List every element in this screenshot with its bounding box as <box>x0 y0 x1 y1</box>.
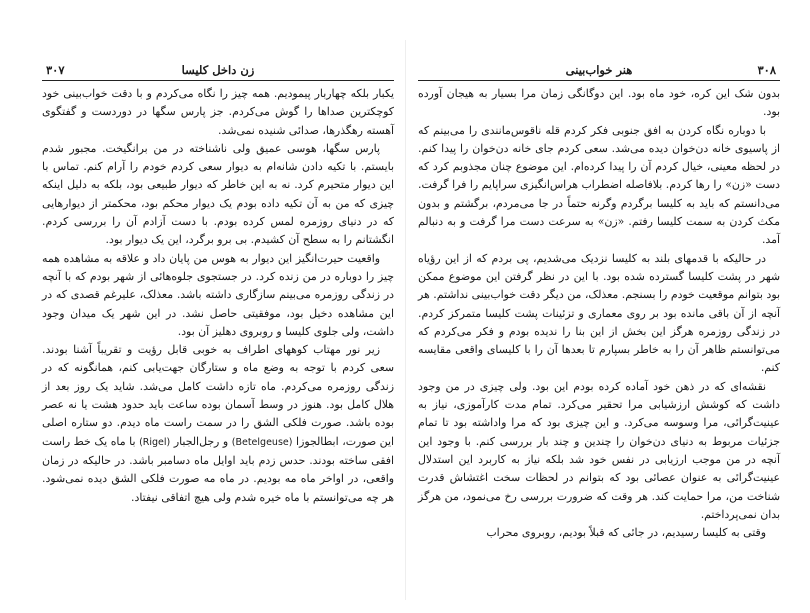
paragraph: بدون شک این کره، خود ماه بود. این دوگانگی زمان مرا بسیار به هیجان آورده بود. <box>418 87 780 119</box>
left-page-number: ۳۰۷ <box>46 63 65 77</box>
paragraph: با دوباره نگاه کردن به افق جنوبی فکر کردم قله ناقوس‌مانندی را می‌بینم که از پاسیوی خانه دن‌خوان دیده می‌شد. سعی کردم جای خانه دن‌خوان را پیدا کنم. در لحظه معینی، خیال کردم آن را پیدا کرده‌ام. این موضوع چنان مجذوبم کرد که دست «زن» را رها کردم. بلافاصله اضطراب هراس‌انگیزی سراپایم را فرا گرفت. می‌دانستم که باید به کلیسا برگردم وگرنه حتماً در جا می‌مردم، برگشتم و بدون مکث کردن به سمت کلیسا رفتم. «زن» به سرعت دست مرا گرفت و به دنبالم آمد. <box>418 123 780 247</box>
paragraph: در حالیکه با قدمهای بلند به کلیسا نزدیک می‌شدیم، پی بردم که از این رؤیاه شهر در پشت کلیسا گسترده شده بود. با این در نظر گرفتن این موضوع ممکن بود بتوانم موقعیت خودم را بسنجم. معذلک، من دیگر دقت خواب‌بینی نداشتم. هر آنچه از آن باقی مانده بود بر روی معماری و تزئینات پشت کلیسا متمرکز کردم. در زندگی روزمره هرگز این بخش از این بنا را ندیده بودم و فکر می‌کردم که می‌توانستم ظاهر آن را به خاطر بسپارم تا بعدها آن را با کلیسای واقعی مقایسه کنم. <box>418 251 780 375</box>
paragraph-text: با ماه یک خط راست افقی ساخته بودند. حدس زدم باید اوایل ماه دسامبر باشد. در حالیکه در زمان واقعی، در اواخر ماه مه بودیم. در ماه مه صورت فلکی الشق دیده نمی‌شود. هر چه می‌توانستم با ماه خیره شدم ولی هیچ اتفاقی نیفتاد. <box>42 434 394 504</box>
book-spine <box>405 40 406 600</box>
right-page-header <box>418 62 780 81</box>
paragraph: نقشه‌ای که در ذهن خود آماده کرده بودم این بود. ولی چیزی در من وجود داشت که کوشش ارزشیابی مرا تحقیر می‌کرد. تمام مدت کارآموزی، نیاز به عینیت‌گرائی، مرا وسوسه می‌کرد. و این چیزی بود که مرا واداشته بود تا تمام جزئیات مربوط به دنیای دن‌خوان را چندین و چند بار بررسی کنم. با وجود این آنچه در من موجب ارزیابی در نفس خود شد بلکه نیاز به کاربرد این استدلال عینیت‌گرائی به عنوان عصائی بود که بتوانم در لحظات سخت اغتشاش قدرت شناخت من، مرا حمایت کند. هر وقت که ضرورت بررسی رخ می‌نمود، من هرگز بدان نمی‌پرداختم. <box>418 379 780 521</box>
paragraph: یکبار بلکه چهاربار پیمودیم. همه چیز را نگاه می‌کردم و با دقت خواب‌بینی خود کوچکترین صداها را گوش می‌کردم. جز پارس سگها در دوردست و گفتگوی آهسته رهگذرها، صدائی شنیده نمی‌شد. <box>42 87 394 137</box>
paragraph: وقتی به کلیسا رسیدیم، در جائی که قبلاً بودیم، روبروی محراب <box>486 526 766 540</box>
right-page-running-title: هنر خواب‌بینی <box>565 63 633 77</box>
latin-term-betelgeuse: (Betelgeuse) <box>231 436 293 448</box>
right-page <box>418 62 780 542</box>
right-page-number: ۳۰۸ <box>757 63 776 77</box>
paragraph-text: زیر نور مهتاب کوههای اطراف به خوبی قابل رؤیت و تقریباً آشنا بودند. سعی کردم با توجه به وضع ماه و ستارگان جهت‌یابی کنم، همانگونه که در زندگی روزمره می‌کردم. ماه تازه داشت کامل می‌شد. شاید یک روز بعد از هلال کامل بود. هنوز در وسط آسمان بوده ساعت باید حدود هشت یا نه عصر بوده باشد. صورت فلکی الشق را در سمت راست ماه دیدم. دو ستاره اصلی این صورت، ابطالجوزا <box>42 343 395 448</box>
paragraph <box>42 341 394 507</box>
left-page-header <box>42 62 394 81</box>
paragraph-text: و رجل‌الجبار <box>173 434 229 448</box>
paragraph: پارس سگها، هوسی عمیق ولی ناشناخته در من برانگیخت. مجبور شدم بایستم. با تکیه دادن شانه‌ام به دیوار سعی کردم خودم را آرام کنم. تماس با این دیوار متحیرم کرد. نه به این خاطر که دیوار طبیعی بود، بلکه به دلیل اینکه چیزی که من به آن تکیه داده بودم یک دیوار محکم بود، محکمتر از دیوارهایی که در دنیای روزمره لمس کرده بودم. با دست آزادم آن را بررسی کردم. انگشتانم را به سطح آن کشیدم. بی برو برگرد، این یک دیوار بود. <box>42 141 394 247</box>
left-page-body <box>42 85 394 507</box>
left-page <box>42 62 394 507</box>
left-page-running-title: زن داخل کلیسا <box>181 63 255 77</box>
right-page-body <box>418 85 780 542</box>
paragraph: واقعیت حیرت‌انگیز این دیوار به هوس من پایان داد و علاقه به مشاهده همه چیز را دوباره در من زنده کرد. در جستجوی جلوه‌هائی از شهر بودم که با آنچه در زندگی روزمره می‌بینم سازگاری داشته باشد. معذلک، علیرغم قصدی که در این مشاهده دخیل بود، موفقیتی حاصل نشد. در این شهر یک میدان وجود داشت، ولی جلوی کلیسا و روبروی دهلیز آن بود. <box>42 251 394 338</box>
latin-term-rigel: (Rigel) <box>139 436 171 448</box>
